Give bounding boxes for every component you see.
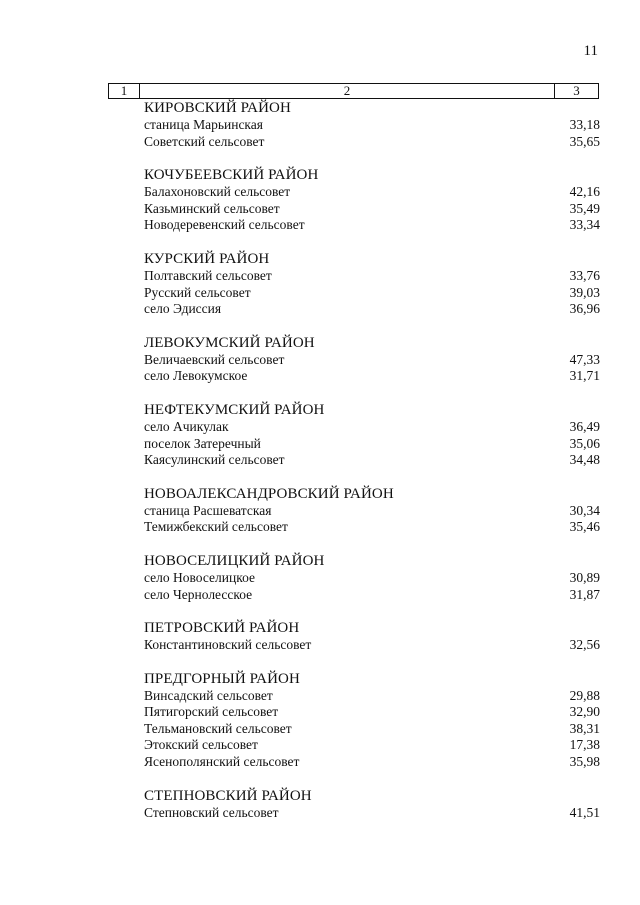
table-row (144, 688, 600, 705)
table-header-row (108, 83, 599, 99)
settlement-value: 36,49 (569, 418, 600, 434)
table-row (144, 301, 600, 318)
district-block (144, 251, 600, 318)
table-row (144, 184, 600, 201)
district-title: КОЧУБЕЕВСКИЙ РАЙОН (144, 167, 319, 184)
settlement-value: 29,88 (569, 687, 600, 703)
district-block (144, 788, 600, 822)
settlement-value: 30,34 (569, 502, 600, 518)
district-title: КУРСКИЙ РАЙОН (144, 250, 270, 267)
district-block (144, 100, 600, 150)
table-row (144, 721, 600, 738)
district-block (144, 486, 600, 536)
settlement-name: Каясулинский сельсовет (144, 452, 285, 468)
table-row (144, 436, 600, 453)
district-title: ПЕТРОВСКИЙ РАЙОН (144, 620, 300, 637)
header-col-2: 2 (140, 84, 555, 98)
settlement-name: Этокский сельсовет (144, 737, 258, 753)
district-title: НЕФТЕКУМСКИЙ РАЙОН (144, 401, 325, 418)
settlement-name: Пятигорский сельсовет (144, 704, 279, 720)
settlement-value: 31,71 (569, 368, 600, 384)
header-col-3: 3 (573, 83, 580, 98)
settlement-value: 33,34 (569, 217, 600, 233)
district-title: ПРЕДГОРНЫЙ РАЙОН (144, 670, 300, 687)
settlement-value: 35,49 (569, 200, 600, 216)
district-block (144, 167, 600, 234)
settlement-value: 35,46 (569, 519, 600, 535)
settlement-value: 42,16 (569, 184, 600, 200)
table-row (144, 268, 600, 285)
settlement-value: 30,89 (569, 569, 600, 585)
settlement-value: 33,76 (569, 267, 600, 283)
settlement-name: Балахоновский сельсовет (144, 184, 291, 200)
district-title: НОВОСЕЛИЦКИЙ РАЙОН (144, 552, 325, 569)
table-row (144, 217, 600, 234)
district-block (144, 620, 600, 654)
settlement-name: поселок Затеречный (144, 435, 261, 451)
settlement-name: село Чернолесское (144, 586, 253, 602)
settlement-name: Полтавский сельсовет (144, 267, 272, 283)
settlement-name: Казьминский сельсовет (144, 200, 280, 216)
header-col-1: 1 (109, 84, 140, 98)
settlement-value: 38,31 (569, 720, 600, 736)
settlement-value: 34,48 (569, 452, 600, 468)
district-block (144, 402, 600, 469)
table-row (144, 117, 600, 134)
settlement-value: 32,90 (569, 704, 600, 720)
settlement-name: Ясенополянский сельсовет (144, 754, 300, 770)
settlement-name: станица Марьинская (144, 117, 263, 132)
table-row (144, 419, 600, 436)
settlement-name: Константиновский сельсовет (144, 637, 312, 653)
page-number: 11 (583, 43, 598, 59)
district-list (144, 100, 600, 838)
settlement-value: 33,18 (569, 117, 600, 132)
table-row (144, 519, 600, 536)
settlement-name: станица Расшеватская (144, 502, 272, 518)
table-row (144, 737, 600, 754)
district-block (144, 671, 600, 771)
settlement-value: 41,51 (569, 804, 600, 820)
settlement-name: Темижбекский сельсовет (144, 519, 288, 535)
district-block (144, 335, 600, 385)
table-row (144, 754, 600, 771)
district-title: ЛЕВОКУМСКИЙ РАЙОН (144, 334, 315, 351)
settlement-value: 17,38 (569, 737, 600, 753)
table-row (144, 352, 600, 369)
table-row (144, 587, 600, 604)
settlement-name: Тельмановский сельсовет (144, 720, 292, 736)
table-row (144, 134, 600, 151)
table-row (144, 201, 600, 218)
table-row (144, 285, 600, 302)
settlement-name: село Эдиссия (144, 301, 222, 317)
table-row (144, 637, 600, 654)
table-row (144, 368, 600, 385)
settlement-value: 47,33 (569, 351, 600, 367)
settlement-value: 31,87 (569, 586, 600, 602)
table-row (144, 704, 600, 721)
settlement-value: 35,06 (569, 435, 600, 451)
settlement-name: Русский сельсовет (144, 284, 251, 300)
table-row (144, 570, 600, 587)
district-title: СТЕПНОВСКИЙ РАЙОН (144, 787, 312, 804)
settlement-name: Винсадский сельсовет (144, 687, 273, 703)
table-row (144, 452, 600, 469)
settlement-value: 35,65 (569, 133, 600, 149)
table-row (144, 503, 600, 520)
settlement-name: село Новоселицкое (144, 569, 255, 585)
settlement-value: 39,03 (569, 284, 600, 300)
district-title: НОВОАЛЕКСАНДРОВСКИЙ РАЙОН (144, 485, 394, 502)
district-block (144, 553, 600, 603)
table-row (144, 805, 600, 822)
settlement-value: 32,56 (569, 637, 600, 653)
district-title: КИРОВСКИЙ РАЙОН (144, 100, 291, 116)
settlement-name: Величаевский сельсовет (144, 351, 285, 367)
settlement-name: село Левокумское (144, 368, 248, 384)
settlement-name: Советский сельсовет (144, 133, 265, 149)
settlement-name: село Ачикулак (144, 418, 229, 434)
settlement-name: Степновский сельсовет (144, 804, 279, 820)
settlement-name: Новодеревенский сельсовет (144, 217, 305, 233)
settlement-value: 35,98 (569, 754, 600, 770)
settlement-value: 36,96 (569, 301, 600, 317)
